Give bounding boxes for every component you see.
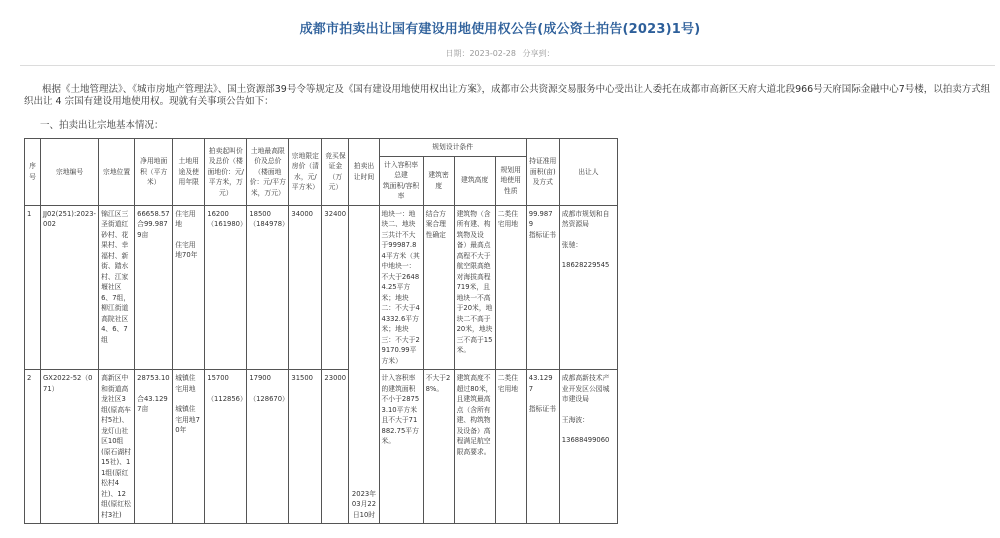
cell-grantor-contact: 王海波： xyxy=(561,415,589,424)
cell-indicator-method: 指标证书 xyxy=(528,405,556,413)
cell-use-term xyxy=(173,205,205,370)
cell-density: 结合方案合理性确定 xyxy=(423,205,454,370)
header-plan-density: 建筑密度 xyxy=(423,156,454,205)
header-use-term: 土地用途及使用年限 xyxy=(173,139,205,206)
cell-start-unit-price: 15700 xyxy=(207,374,229,382)
cell-auction-time: 2023年03月22日10时 xyxy=(349,205,379,524)
cell-grantor-name: 成都高新技术产业开发区公园城市建设局 xyxy=(561,374,610,403)
cell-start-price xyxy=(205,370,247,524)
cell-far: 计入容积率的建筑面积不小于28753.10平方米且不大于71882.75平方米。 xyxy=(379,370,423,524)
cell-start-total: （112856） xyxy=(207,394,247,403)
section-heading: 一、拍卖出让宗地基本情况： xyxy=(40,120,164,131)
cell-grantor-name: 成都市规划和自然资源局 xyxy=(561,209,610,228)
cell-plan-use: 二类住宅用地 xyxy=(495,205,526,370)
cell-max-unit-price: 17900 xyxy=(249,374,271,382)
cell-grantor xyxy=(559,370,617,524)
cell-net-area xyxy=(135,205,173,370)
cell-start-unit-price: 16200 xyxy=(207,209,229,218)
article-meta xyxy=(0,48,1000,59)
cell-far: 地块一：地块二、地块三共计不大于99987.84平方米（其中地块一：不大于26484.25平方米；地块二：不大于44332.6平方米；地块三：不大于29170.99平方米） xyxy=(379,205,423,370)
cell-plan-use: 二类住宅用地 xyxy=(495,370,526,524)
cell-seq: 1 xyxy=(25,205,41,370)
parcel-table xyxy=(24,138,618,524)
cell-height: 建筑物（含所有建、构筑物及设备）最高点高程不大于航空限高绝对海拔高程719米，且地块一不高于20米，地块二不高于20米，地块三不高于15米。 xyxy=(454,205,495,370)
publish-date: 日期：2023-02-28 xyxy=(445,49,516,58)
cell-use: 城镇住宅用地 xyxy=(175,374,196,393)
cell-net-area-mu: 合99.9879亩 xyxy=(137,220,168,239)
share-label[interactable]: 分享到： xyxy=(522,49,555,58)
cell-seq: 2 xyxy=(25,370,41,524)
cell-term: 住宅用地70年 xyxy=(175,240,198,259)
header-location: 宗地位置 xyxy=(99,139,135,206)
cell-max-total: （128670） xyxy=(249,394,289,403)
header-max-price: 土地最高限价及总价（楼面地价：元/平方米，万元） xyxy=(247,139,289,206)
header-planning: 规划设计条件 xyxy=(379,139,526,157)
cell-start-price xyxy=(205,205,247,370)
cell-grantor-phone: 18628229545 xyxy=(561,261,610,269)
table-header-row xyxy=(25,139,618,157)
header-parcel-no: 宗地编号 xyxy=(41,139,99,206)
header-plan-use: 规划用地使用性质 xyxy=(495,156,526,205)
parcel-table-wrapper xyxy=(24,138,619,538)
cell-max-total: （184978） xyxy=(249,220,289,228)
cell-indicator-area: 43.1297 xyxy=(528,374,553,393)
cell-indicator-method: 指标证书 xyxy=(528,230,556,239)
header-indicator-line1: 持证准用 xyxy=(529,157,557,165)
cell-parcel-no: JJ02(251):2023-002 xyxy=(41,205,99,370)
header-indicator-line2: 面积(亩) xyxy=(529,167,556,176)
page-title: 成都市拍卖出让国有建设用地使用权公告(成公资土拍告(2023)1号) xyxy=(299,22,701,37)
cell-indicator xyxy=(526,370,559,524)
header-plan-height: 建筑高度 xyxy=(454,156,495,205)
header-net-area: 净用地面积（平方米） xyxy=(135,139,173,206)
table-row xyxy=(25,205,618,370)
cell-grantor xyxy=(559,205,617,370)
cell-max-price xyxy=(247,205,289,370)
header-grantor: 出让人 xyxy=(559,139,617,206)
header-indicator xyxy=(526,139,559,206)
header-start-price: 拍卖起叫价及总价（楼面地价：元/平方米，万元） xyxy=(205,139,247,206)
cell-deposit: 32400 xyxy=(322,205,349,370)
cell-max-unit-price: 18500 xyxy=(249,209,271,218)
cell-use-term xyxy=(173,370,205,524)
cell-indicator xyxy=(526,205,559,370)
header-base-price: 宗地限定房价（清水，元/平方米） xyxy=(289,139,322,206)
header-indicator-line3: 及方式 xyxy=(532,178,553,186)
header-deposit: 竞买保证金（万元） xyxy=(322,139,349,206)
cell-grantor-contact: 张驰： xyxy=(561,240,583,249)
cell-use: 住宅用地 xyxy=(175,209,196,228)
cell-net-area-sqm: 66658.57 xyxy=(137,209,170,218)
cell-term: 城镇住宅用地70年 xyxy=(175,405,200,434)
cell-location: 高新区中和街道高龙社区3组(原高车村5社)、龙灯山社区10组(原石湖村15社)、11组(原红松村4社)、12组(原红松村3社) xyxy=(99,370,135,524)
header-auction-time-line1: 拍卖出 xyxy=(353,162,375,171)
header-plan-far xyxy=(379,156,423,205)
cell-net-area xyxy=(135,370,173,524)
cell-indicator-area: 99.9879 xyxy=(528,209,553,228)
cell-parcel-no: GX2022-52（071） xyxy=(41,370,99,524)
intro-paragraph: 根据《土地管理法》、《城市房地产管理法》、国土资源部39号令等规定及《国有建设用地使用权出让方案》，成都市公共资源交易服务中心受出让人委托在成都市高新区天府大道北段966号天府国际金融中心7号楼，以拍卖方式组织出让 4 宗国有建设用地使用权。现就有关事项公告如下： xyxy=(24,84,991,107)
header-plan-far-line2: 筑面积/容积率 xyxy=(382,181,420,200)
cell-density: 不大于28%。 xyxy=(423,370,454,524)
table-row xyxy=(25,370,618,524)
title-divider xyxy=(20,65,995,66)
cell-location: 锦江区三圣街道红砂村、花果村、幸福村、新街、踏水村、江家堰社区6、7组，柳江街道高院社区4、6、7组 xyxy=(99,205,135,370)
cell-height: 建筑高度不超过80米，且建筑最高点（含所有建、构筑物及设备）高程满足航空限高要求。 xyxy=(454,370,495,524)
header-seq: 序号 xyxy=(25,139,41,206)
cell-base-price: 34000 xyxy=(289,205,322,370)
cell-max-price xyxy=(247,370,289,524)
header-plan-far-line1: 计入容积率总建 xyxy=(384,160,419,179)
cell-base-price: 31500 xyxy=(289,370,322,524)
header-auction-time-line2: 让时间 xyxy=(353,172,375,181)
header-auction-time xyxy=(349,139,379,206)
cell-deposit: 23000 xyxy=(322,370,349,524)
cell-grantor-phone: 13688499060 xyxy=(561,436,610,444)
cell-net-area-sqm: 28753.10 xyxy=(137,374,170,382)
cell-start-total: （161980） xyxy=(207,220,247,228)
cell-net-area-mu: 合43.1297亩 xyxy=(137,394,168,413)
